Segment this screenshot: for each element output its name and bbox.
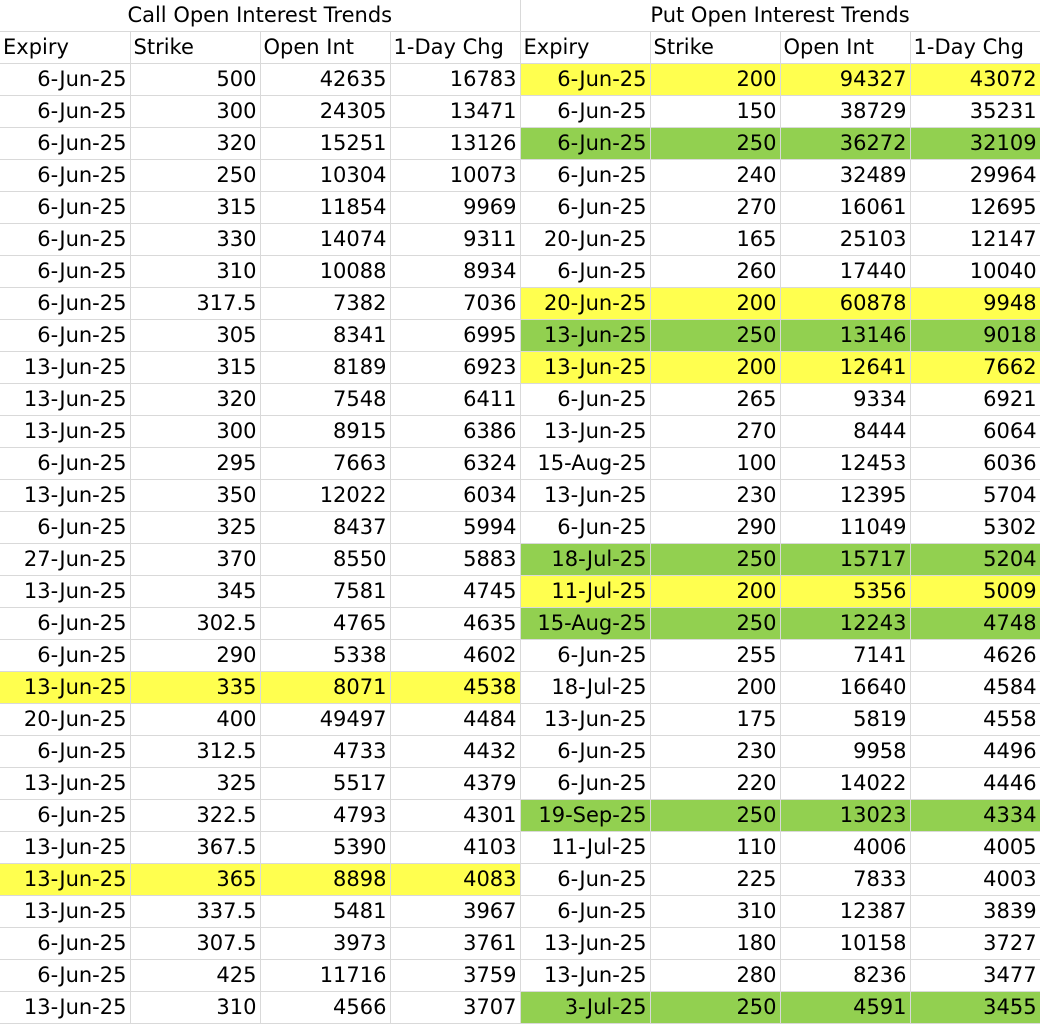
put-cell-open-int[interactable]: 16640 (780, 672, 910, 704)
call-cell-open-int[interactable]: 42635 (260, 64, 390, 96)
call-cell-expiry[interactable]: 13-Jun-25 (0, 576, 130, 608)
call-cell-1-day-chg[interactable]: 16783 (390, 64, 520, 96)
call-cell-strike[interactable]: 310 (130, 256, 260, 288)
call-cell-open-int[interactable]: 8898 (260, 864, 390, 896)
call-cell-strike[interactable]: 312.5 (130, 736, 260, 768)
put-cell-open-int[interactable]: 60878 (780, 288, 910, 320)
call-cell-open-int[interactable]: 5481 (260, 896, 390, 928)
table-row (0, 928, 1040, 960)
put-cell-expiry[interactable]: 6-Jun-25 (520, 512, 650, 544)
put-cell-expiry[interactable]: 6-Jun-25 (520, 192, 650, 224)
put-cell-strike[interactable]: 250 (650, 320, 780, 352)
call-cell-open-int[interactable]: 8341 (260, 320, 390, 352)
put-cell-strike[interactable]: 225 (650, 864, 780, 896)
call-cell-expiry[interactable]: 13-Jun-25 (0, 896, 130, 928)
put-cell-open-int[interactable]: 12387 (780, 896, 910, 928)
call-cell-expiry[interactable]: 6-Jun-25 (0, 96, 130, 128)
call-cell-open-int[interactable]: 4793 (260, 800, 390, 832)
table-row (0, 448, 1040, 480)
call-cell-expiry[interactable]: 6-Jun-25 (0, 960, 130, 992)
table-row (0, 128, 1040, 160)
call-cell-expiry[interactable]: 6-Jun-25 (0, 64, 130, 96)
put-cell-expiry[interactable]: 6-Jun-25 (520, 64, 650, 96)
put-cell-open-int[interactable]: 17440 (780, 256, 910, 288)
put-cell-1-day-chg[interactable]: 3727 (910, 928, 1040, 960)
call-cell-strike[interactable]: 330 (130, 224, 260, 256)
call-cell-1-day-chg[interactable]: 9311 (390, 224, 520, 256)
call-cell-strike[interactable]: 315 (130, 352, 260, 384)
put-cell-strike[interactable]: 110 (650, 832, 780, 864)
put-cell-1-day-chg[interactable]: 4496 (910, 736, 1040, 768)
call-cell-expiry[interactable]: 13-Jun-25 (0, 832, 130, 864)
call-cell-expiry[interactable]: 6-Jun-25 (0, 256, 130, 288)
put-cell-strike[interactable]: 250 (650, 128, 780, 160)
put-cell-expiry[interactable]: 11-Jul-25 (520, 832, 650, 864)
put-cell-1-day-chg[interactable]: 4558 (910, 704, 1040, 736)
call-cell-1-day-chg[interactable]: 10073 (390, 160, 520, 192)
call-cell-expiry[interactable]: 13-Jun-25 (0, 352, 130, 384)
call-cell-expiry[interactable]: 6-Jun-25 (0, 608, 130, 640)
put-cell-open-int[interactable]: 25103 (780, 224, 910, 256)
call-cell-open-int[interactable]: 49497 (260, 704, 390, 736)
call-cell-open-int[interactable]: 14074 (260, 224, 390, 256)
call-cell-1-day-chg[interactable]: 8934 (390, 256, 520, 288)
table-row (0, 640, 1040, 672)
put-cell-1-day-chg[interactable]: 4446 (910, 768, 1040, 800)
put-cell-expiry[interactable]: 6-Jun-25 (520, 384, 650, 416)
put-cell-expiry[interactable]: 3-Jul-25 (520, 992, 650, 1024)
put-cell-expiry[interactable]: 13-Jun-25 (520, 960, 650, 992)
put-cell-1-day-chg[interactable]: 6064 (910, 416, 1040, 448)
call-header-strike[interactable]: Strike (130, 32, 260, 64)
put-cell-open-int[interactable]: 5819 (780, 704, 910, 736)
call-cell-strike[interactable]: 345 (130, 576, 260, 608)
call-cell-open-int[interactable]: 8437 (260, 512, 390, 544)
put-cell-1-day-chg[interactable]: 32109 (910, 128, 1040, 160)
put-cell-strike[interactable]: 100 (650, 448, 780, 480)
call-cell-strike[interactable]: 370 (130, 544, 260, 576)
call-cell-expiry[interactable]: 6-Jun-25 (0, 800, 130, 832)
put-cell-open-int[interactable]: 15717 (780, 544, 910, 576)
call-cell-strike[interactable]: 350 (130, 480, 260, 512)
call-cell-expiry[interactable]: 13-Jun-25 (0, 864, 130, 896)
put-cell-strike[interactable]: 280 (650, 960, 780, 992)
call-cell-strike[interactable]: 295 (130, 448, 260, 480)
call-table-title[interactable]: Call Open Interest Trends (0, 0, 520, 32)
call-cell-1-day-chg[interactable]: 6034 (390, 480, 520, 512)
table-row (0, 256, 1040, 288)
table-row (0, 384, 1040, 416)
put-cell-expiry[interactable]: 6-Jun-25 (520, 736, 650, 768)
call-cell-open-int[interactable]: 4566 (260, 992, 390, 1024)
put-cell-strike[interactable]: 250 (650, 992, 780, 1024)
put-cell-expiry[interactable]: 13-Jun-25 (520, 480, 650, 512)
call-cell-strike[interactable]: 317.5 (130, 288, 260, 320)
table-row (0, 416, 1040, 448)
put-cell-strike[interactable]: 240 (650, 160, 780, 192)
put-cell-expiry[interactable]: 6-Jun-25 (520, 640, 650, 672)
put-cell-1-day-chg[interactable]: 29964 (910, 160, 1040, 192)
call-cell-expiry[interactable]: 13-Jun-25 (0, 992, 130, 1024)
put-cell-strike[interactable]: 200 (650, 576, 780, 608)
table-row (0, 736, 1040, 768)
call-cell-expiry[interactable]: 20-Jun-25 (0, 704, 130, 736)
table-row (0, 992, 1040, 1024)
call-cell-strike[interactable]: 320 (130, 384, 260, 416)
call-cell-strike[interactable]: 250 (130, 160, 260, 192)
call-cell-strike[interactable]: 307.5 (130, 928, 260, 960)
call-cell-open-int[interactable]: 8915 (260, 416, 390, 448)
table-row (0, 608, 1040, 640)
put-cell-open-int[interactable]: 16061 (780, 192, 910, 224)
call-cell-expiry[interactable]: 6-Jun-25 (0, 160, 130, 192)
put-cell-expiry[interactable]: 13-Jun-25 (520, 704, 650, 736)
table-row (0, 832, 1040, 864)
put-cell-strike[interactable]: 230 (650, 736, 780, 768)
put-header-strike[interactable]: Strike (650, 32, 780, 64)
call-cell-1-day-chg[interactable]: 13471 (390, 96, 520, 128)
put-cell-expiry[interactable]: 13-Jun-25 (520, 320, 650, 352)
put-cell-expiry[interactable]: 13-Jun-25 (520, 352, 650, 384)
call-header-expiry[interactable]: Expiry (0, 32, 130, 64)
put-cell-open-int[interactable]: 13023 (780, 800, 910, 832)
call-cell-expiry[interactable]: 6-Jun-25 (0, 736, 130, 768)
put-cell-expiry[interactable]: 18-Jul-25 (520, 544, 650, 576)
put-cell-strike[interactable]: 265 (650, 384, 780, 416)
put-header-open-int[interactable]: Open Int (780, 32, 910, 64)
call-cell-open-int[interactable]: 12022 (260, 480, 390, 512)
call-cell-open-int[interactable]: 10088 (260, 256, 390, 288)
call-cell-expiry[interactable]: 6-Jun-25 (0, 192, 130, 224)
call-cell-1-day-chg[interactable]: 6923 (390, 352, 520, 384)
call-cell-expiry[interactable]: 6-Jun-25 (0, 928, 130, 960)
put-cell-1-day-chg[interactable]: 9948 (910, 288, 1040, 320)
call-cell-open-int[interactable]: 8189 (260, 352, 390, 384)
call-cell-1-day-chg[interactable]: 4432 (390, 736, 520, 768)
put-cell-strike[interactable]: 220 (650, 768, 780, 800)
table-row (0, 352, 1040, 384)
put-cell-1-day-chg[interactable]: 7662 (910, 352, 1040, 384)
put-cell-strike[interactable]: 290 (650, 512, 780, 544)
table-row (0, 704, 1040, 736)
put-cell-open-int[interactable]: 32489 (780, 160, 910, 192)
put-cell-open-int[interactable]: 8236 (780, 960, 910, 992)
put-header-1-day-chg[interactable]: 1-Day Chg (910, 32, 1040, 64)
put-cell-expiry[interactable]: 6-Jun-25 (520, 128, 650, 160)
put-cell-1-day-chg[interactable]: 5204 (910, 544, 1040, 576)
call-cell-strike[interactable]: 322.5 (130, 800, 260, 832)
call-cell-expiry[interactable]: 13-Jun-25 (0, 416, 130, 448)
table-row (0, 960, 1040, 992)
put-cell-open-int[interactable]: 10158 (780, 928, 910, 960)
call-cell-1-day-chg[interactable]: 4538 (390, 672, 520, 704)
call-cell-open-int[interactable]: 7581 (260, 576, 390, 608)
call-cell-1-day-chg[interactable]: 3967 (390, 896, 520, 928)
call-cell-open-int[interactable]: 7663 (260, 448, 390, 480)
put-cell-1-day-chg[interactable]: 9018 (910, 320, 1040, 352)
table-row (0, 96, 1040, 128)
put-cell-1-day-chg[interactable]: 3839 (910, 896, 1040, 928)
call-cell-strike[interactable]: 315 (130, 192, 260, 224)
call-cell-expiry[interactable]: 6-Jun-25 (0, 320, 130, 352)
call-cell-1-day-chg[interactable]: 4301 (390, 800, 520, 832)
put-cell-strike[interactable]: 250 (650, 608, 780, 640)
table-row (0, 192, 1040, 224)
put-cell-expiry[interactable]: 6-Jun-25 (520, 768, 650, 800)
put-cell-strike[interactable]: 200 (650, 288, 780, 320)
put-cell-expiry[interactable]: 6-Jun-25 (520, 864, 650, 896)
call-cell-strike[interactable]: 300 (130, 96, 260, 128)
put-table-title[interactable]: Put Open Interest Trends (520, 0, 1040, 32)
call-cell-1-day-chg[interactable]: 4484 (390, 704, 520, 736)
call-cell-1-day-chg[interactable]: 4745 (390, 576, 520, 608)
put-cell-1-day-chg[interactable]: 4748 (910, 608, 1040, 640)
put-cell-strike[interactable]: 255 (650, 640, 780, 672)
call-cell-open-int[interactable]: 5517 (260, 768, 390, 800)
call-cell-1-day-chg[interactable]: 4379 (390, 768, 520, 800)
call-cell-1-day-chg[interactable]: 4635 (390, 608, 520, 640)
call-cell-expiry[interactable]: 6-Jun-25 (0, 128, 130, 160)
call-cell-open-int[interactable]: 5338 (260, 640, 390, 672)
put-cell-strike[interactable]: 230 (650, 480, 780, 512)
call-cell-strike[interactable]: 290 (130, 640, 260, 672)
call-cell-strike[interactable]: 335 (130, 672, 260, 704)
put-cell-open-int[interactable]: 13146 (780, 320, 910, 352)
put-cell-1-day-chg[interactable]: 6921 (910, 384, 1040, 416)
table-row (0, 224, 1040, 256)
call-cell-strike[interactable]: 367.5 (130, 832, 260, 864)
put-cell-strike[interactable]: 260 (650, 256, 780, 288)
table-row (0, 544, 1040, 576)
call-cell-strike[interactable]: 500 (130, 64, 260, 96)
put-cell-open-int[interactable]: 4006 (780, 832, 910, 864)
put-cell-expiry[interactable]: 6-Jun-25 (520, 896, 650, 928)
call-cell-1-day-chg[interactable]: 6411 (390, 384, 520, 416)
put-cell-expiry[interactable]: 6-Jun-25 (520, 256, 650, 288)
put-cell-expiry[interactable]: 20-Jun-25 (520, 288, 650, 320)
call-cell-open-int[interactable]: 4765 (260, 608, 390, 640)
put-cell-strike[interactable]: 200 (650, 64, 780, 96)
put-cell-strike[interactable]: 175 (650, 704, 780, 736)
call-cell-strike[interactable]: 305 (130, 320, 260, 352)
put-cell-expiry[interactable]: 19-Sep-25 (520, 800, 650, 832)
call-cell-expiry[interactable]: 13-Jun-25 (0, 768, 130, 800)
put-cell-1-day-chg[interactable]: 3477 (910, 960, 1040, 992)
put-cell-strike[interactable]: 270 (650, 192, 780, 224)
call-cell-strike[interactable]: 325 (130, 512, 260, 544)
put-cell-expiry[interactable]: 18-Jul-25 (520, 672, 650, 704)
put-cell-expiry[interactable]: 15-Aug-25 (520, 448, 650, 480)
table-row (0, 480, 1040, 512)
table-row (0, 864, 1040, 896)
call-cell-1-day-chg[interactable]: 9969 (390, 192, 520, 224)
put-cell-open-int[interactable]: 11049 (780, 512, 910, 544)
put-cell-1-day-chg[interactable]: 5302 (910, 512, 1040, 544)
put-cell-1-day-chg[interactable]: 43072 (910, 64, 1040, 96)
table-row (0, 672, 1040, 704)
put-cell-strike[interactable]: 150 (650, 96, 780, 128)
put-cell-expiry[interactable]: 13-Jun-25 (520, 416, 650, 448)
call-cell-expiry[interactable]: 6-Jun-25 (0, 448, 130, 480)
put-cell-expiry[interactable]: 6-Jun-25 (520, 96, 650, 128)
put-cell-open-int[interactable]: 94327 (780, 64, 910, 96)
put-cell-1-day-chg[interactable]: 12147 (910, 224, 1040, 256)
put-cell-expiry[interactable]: 13-Jun-25 (520, 928, 650, 960)
call-cell-1-day-chg[interactable]: 3761 (390, 928, 520, 960)
call-cell-expiry[interactable]: 6-Jun-25 (0, 512, 130, 544)
call-cell-strike[interactable]: 365 (130, 864, 260, 896)
put-cell-1-day-chg[interactable]: 10040 (910, 256, 1040, 288)
put-cell-open-int[interactable]: 12243 (780, 608, 910, 640)
call-cell-open-int[interactable]: 10304 (260, 160, 390, 192)
call-cell-1-day-chg[interactable]: 4602 (390, 640, 520, 672)
call-cell-expiry[interactable]: 13-Jun-25 (0, 672, 130, 704)
put-cell-strike[interactable]: 165 (650, 224, 780, 256)
call-header-open-int[interactable]: Open Int (260, 32, 390, 64)
call-cell-1-day-chg[interactable]: 5883 (390, 544, 520, 576)
call-cell-1-day-chg[interactable]: 6995 (390, 320, 520, 352)
put-cell-1-day-chg[interactable]: 4584 (910, 672, 1040, 704)
put-cell-open-int[interactable]: 36272 (780, 128, 910, 160)
put-cell-expiry[interactable]: 6-Jun-25 (520, 160, 650, 192)
call-cell-open-int[interactable]: 7548 (260, 384, 390, 416)
call-cell-1-day-chg[interactable]: 4103 (390, 832, 520, 864)
put-cell-expiry[interactable]: 15-Aug-25 (520, 608, 650, 640)
table-row (0, 320, 1040, 352)
put-cell-open-int[interactable]: 12641 (780, 352, 910, 384)
call-cell-open-int[interactable]: 8550 (260, 544, 390, 576)
table-row (0, 64, 1040, 96)
call-cell-strike[interactable]: 325 (130, 768, 260, 800)
call-cell-open-int[interactable]: 7382 (260, 288, 390, 320)
put-cell-strike[interactable]: 200 (650, 672, 780, 704)
header-row (0, 32, 1040, 64)
title-row (0, 0, 1040, 32)
put-cell-1-day-chg[interactable]: 4626 (910, 640, 1040, 672)
call-cell-expiry[interactable]: 6-Jun-25 (0, 224, 130, 256)
call-header-1-day-chg[interactable]: 1-Day Chg (390, 32, 520, 64)
table-row (0, 576, 1040, 608)
put-cell-1-day-chg[interactable]: 35231 (910, 96, 1040, 128)
call-cell-expiry[interactable]: 27-Jun-25 (0, 544, 130, 576)
call-cell-expiry[interactable]: 6-Jun-25 (0, 288, 130, 320)
put-cell-1-day-chg[interactable]: 5704 (910, 480, 1040, 512)
put-cell-strike[interactable]: 270 (650, 416, 780, 448)
put-cell-1-day-chg[interactable]: 5009 (910, 576, 1040, 608)
put-cell-open-int[interactable]: 7141 (780, 640, 910, 672)
call-cell-expiry[interactable]: 13-Jun-25 (0, 480, 130, 512)
put-cell-open-int[interactable]: 12453 (780, 448, 910, 480)
call-cell-1-day-chg[interactable]: 5994 (390, 512, 520, 544)
put-cell-open-int[interactable]: 7833 (780, 864, 910, 896)
call-cell-1-day-chg[interactable]: 4083 (390, 864, 520, 896)
put-cell-strike[interactable]: 250 (650, 544, 780, 576)
call-cell-expiry[interactable]: 6-Jun-25 (0, 640, 130, 672)
put-cell-open-int[interactable]: 9958 (780, 736, 910, 768)
put-cell-strike[interactable]: 200 (650, 352, 780, 384)
call-cell-strike[interactable]: 310 (130, 992, 260, 1024)
table-row (0, 800, 1040, 832)
call-cell-open-int[interactable]: 11716 (260, 960, 390, 992)
put-cell-strike[interactable]: 250 (650, 800, 780, 832)
call-cell-open-int[interactable]: 8071 (260, 672, 390, 704)
call-cell-strike[interactable]: 320 (130, 128, 260, 160)
call-cell-open-int[interactable]: 5390 (260, 832, 390, 864)
put-cell-1-day-chg[interactable]: 4003 (910, 864, 1040, 896)
table-row (0, 160, 1040, 192)
put-cell-open-int[interactable]: 9334 (780, 384, 910, 416)
put-cell-1-day-chg[interactable]: 12695 (910, 192, 1040, 224)
call-cell-1-day-chg[interactable]: 13126 (390, 128, 520, 160)
call-cell-1-day-chg[interactable]: 6324 (390, 448, 520, 480)
put-cell-open-int[interactable]: 4591 (780, 992, 910, 1024)
put-cell-open-int[interactable]: 14022 (780, 768, 910, 800)
put-cell-open-int[interactable]: 5356 (780, 576, 910, 608)
put-cell-strike[interactable]: 180 (650, 928, 780, 960)
table-row (0, 896, 1040, 928)
call-cell-strike[interactable]: 302.5 (130, 608, 260, 640)
call-cell-strike[interactable]: 300 (130, 416, 260, 448)
table-row (0, 288, 1040, 320)
call-cell-open-int[interactable]: 3973 (260, 928, 390, 960)
put-cell-strike[interactable]: 310 (650, 896, 780, 928)
call-cell-open-int[interactable]: 4733 (260, 736, 390, 768)
call-cell-open-int[interactable]: 11854 (260, 192, 390, 224)
put-cell-1-day-chg[interactable]: 4005 (910, 832, 1040, 864)
call-cell-strike[interactable]: 425 (130, 960, 260, 992)
put-header-expiry[interactable]: Expiry (520, 32, 650, 64)
put-cell-open-int[interactable]: 12395 (780, 480, 910, 512)
call-cell-1-day-chg[interactable]: 6386 (390, 416, 520, 448)
call-cell-1-day-chg[interactable]: 3759 (390, 960, 520, 992)
call-cell-1-day-chg[interactable]: 7036 (390, 288, 520, 320)
call-cell-open-int[interactable]: 15251 (260, 128, 390, 160)
put-cell-1-day-chg[interactable]: 6036 (910, 448, 1040, 480)
call-cell-open-int[interactable]: 24305 (260, 96, 390, 128)
put-cell-open-int[interactable]: 8444 (780, 416, 910, 448)
put-cell-open-int[interactable]: 38729 (780, 96, 910, 128)
call-cell-1-day-chg[interactable]: 3707 (390, 992, 520, 1024)
call-cell-expiry[interactable]: 13-Jun-25 (0, 384, 130, 416)
put-cell-1-day-chg[interactable]: 4334 (910, 800, 1040, 832)
call-cell-strike[interactable]: 400 (130, 704, 260, 736)
put-cell-1-day-chg[interactable]: 3455 (910, 992, 1040, 1024)
put-cell-expiry[interactable]: 20-Jun-25 (520, 224, 650, 256)
put-cell-expiry[interactable]: 11-Jul-25 (520, 576, 650, 608)
call-cell-strike[interactable]: 337.5 (130, 896, 260, 928)
table-row (0, 512, 1040, 544)
table-row (0, 768, 1040, 800)
